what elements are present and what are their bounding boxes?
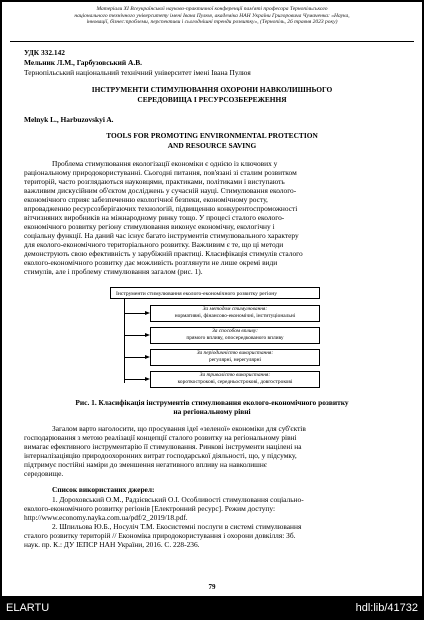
udc-code: УДК 332.142 [24, 48, 65, 57]
figure-caption-line: Рис. 1. Класифікація інструментів стимулювання еколого-економічного розвитку [75, 398, 349, 407]
references-title: Список використаних джерел: [52, 485, 155, 494]
text-line: демонструють свою ефективність у зарубіжній практиці. Класифікація стимулів сталого [24, 249, 303, 259]
diagram-item-text: короткострокові, середньострокові, довгострокові [177, 379, 293, 385]
diagram-item-text: регулярні, нерегулярні [209, 357, 261, 363]
text-line: соціальну функції. На даний час існує багато інструментів стимулювального характеру [24, 231, 299, 241]
diagram-item-heading: За тривалістю використання: [199, 372, 271, 378]
footer-repository-label: ELARTU [6, 602, 50, 614]
title-ua-line: ІНСТРУМЕНТИ СТИМУЛЮВАННЯ ОХОРОНИ НАВКОЛИШНЬОГО [91, 85, 333, 94]
text-line: економічного розвитку регіону стимулювання виконує економічну, екологічну і [24, 222, 275, 232]
reference-line: http://www.economy.nayka.com.ua/pdf/2_2019/18.pdf. [24, 513, 188, 523]
title-ua-line: СЕРЕДОВИЩА І РЕСУРСОЗБЕРЕЖЕННЯ [137, 95, 287, 104]
classification-diagram [110, 287, 320, 391]
diagram-connector [124, 335, 146, 336]
title-en-line: TOOLS FOR PROMOTING ENVIRONMENTAL PROTECTION [106, 131, 318, 140]
affiliation: Тернопільський національний технічний університет імені Івана Пулюя [24, 68, 251, 77]
references-list [24, 495, 401, 549]
text-line: вітчизняних виробників на міжнародному ринку тощо. У процесі сталого еколого- [24, 213, 285, 223]
text-line: Загалом варто наголосити, що просування ідеї «зеленої» економіки для суб'єктів [52, 424, 306, 433]
text-line: впровадженню ресурсозберігаючих технологій, підвищенню конкурентоспроможності [24, 204, 298, 214]
text-line: еколого-економічного розвитку дає можливість розглянути не лише окремі види [24, 258, 278, 268]
text-line: підтримує постійні наміри до зменшення негативного впливу на навколишнє [24, 460, 267, 470]
conference-header-line: Матеріали ХІ Всеукраїнської науково-практичної конференції пам'яті професора Тернопільського [96, 6, 328, 12]
diagram-item-box [150, 349, 320, 366]
diagram-connector [124, 313, 146, 314]
authors-en: Melnyk L., Harbuzovskyi A. [24, 115, 114, 124]
title-en-line: AND RESOURCE SAVING [167, 141, 257, 150]
conference-header-line: інновації, бізнес:проблеми, перспективи і сьогоднішні тренди розвитку», (Тернопіль, 26 травня 2023 року) [86, 19, 338, 26]
diagram-item-heading: За періодичністю використання: [196, 350, 274, 356]
text-line: важливим дискусійним об'єктом досліджень у сучасній науці. Стимулювання еколого- [24, 186, 297, 196]
authors-ua: Мельник Л.М., Гарбузовський А.В. [24, 58, 142, 67]
reference-line: сталого розвитку територій // Економіка природокористування і охорони довкілля: Зб. [24, 531, 296, 541]
conference-header [10, 6, 414, 42]
diagram-item-heading: За способом впливу: [212, 328, 258, 334]
diagram-item-box [150, 327, 320, 344]
text-line: територій, часто розглядаються науковцями, практиками, політиками і виступають [24, 177, 285, 187]
diagram-item-box [150, 305, 320, 322]
conference-header-line: національного технічного університету імені Івана Пулюя, академіка НАН України Григоровича Чумаченка: «Наука, [74, 12, 350, 19]
page-number: 79 [208, 583, 216, 591]
reference-line: 1. Дороховський О.М., Радзієвський О.І. Особливості стимулювання соціально- [52, 495, 304, 504]
diagram-item-text: прямого впливу, опосередкованого впливу [186, 335, 284, 341]
diagram-item-heading: За методом стимулювання: [202, 306, 268, 312]
text-line: середовище. [24, 469, 64, 479]
diagram-item-box [150, 371, 320, 388]
diagram-header-box: Інструменти стимулювання еколого-економічного розвитку регіону [110, 287, 320, 299]
footer-handle-label: hdl:lib/41732 [355, 602, 418, 614]
text-line: інтерналізаціяцію природоохоронних витрат господарської діяльності, що, у підсумку, [24, 451, 297, 461]
diagram-connector-vertical [124, 299, 125, 383]
paragraph-intro [24, 159, 401, 276]
text-line: Проблема стимулювання екологізації економіки є однією із ключових у [52, 159, 278, 168]
diagram-item-text: нормативні, фінансово-економічні, інституціональні [174, 313, 296, 319]
diagram-connector [124, 357, 146, 358]
paragraph-conclusion [24, 424, 401, 478]
reference-line: 2. Шпильова Ю.Б., Носуліч Т.М. Екосистемні послуги в системі стимулювання [52, 522, 302, 532]
text-line: стимулів, але і проблему стимулювання загалом (рис. 1). [24, 267, 203, 277]
text-line: для еколого-економічного територіального розвитку. Важливим є те, що ці методи [24, 240, 284, 250]
text-line: раціональному природокористуванні. Сьогодні питання, пов'язані зі сталим розвитком [24, 168, 297, 178]
text-line: вимагає ефективного інструментарію її стимулювання. Ринкові інструменти націлені на [24, 442, 302, 452]
document-page [2, 2, 422, 596]
reference-line: еколого-економічного розвитку регіонів [Електронний ресурс]. Режим доступу: [24, 504, 276, 514]
text-line: економічного сприяє забезпеченню екологічної безпеки, економічному росту, [24, 195, 268, 205]
text-line: господарювання з метою реалізації концепції сталого розвитку на регіональному рівні [24, 433, 297, 443]
reference-line: наук. пр. К.: ДУ ІЕПСР НАН України, 2016. С. 228-236. [24, 540, 200, 550]
figure-caption-line: на регіональному рівні [173, 407, 251, 416]
diagram-connector [124, 379, 146, 380]
